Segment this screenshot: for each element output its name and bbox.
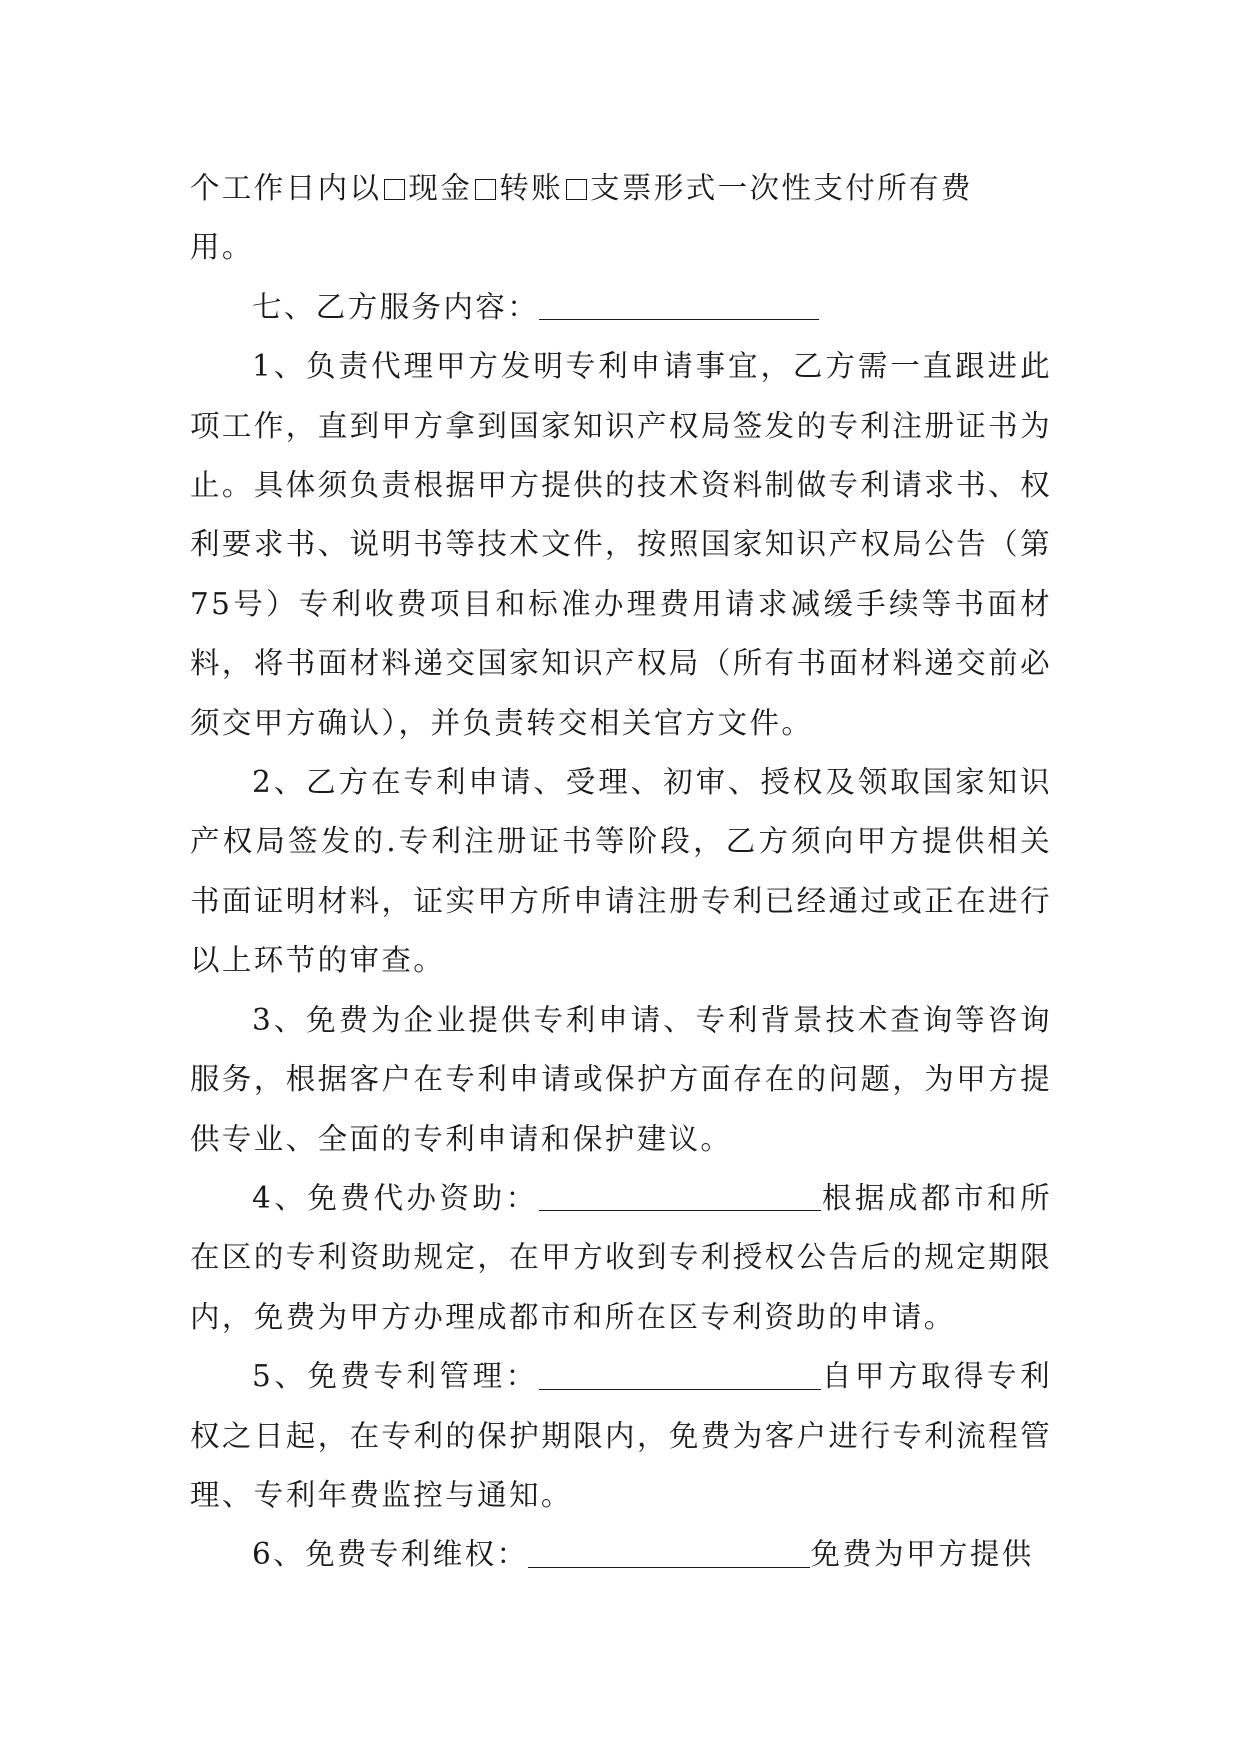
service-item-6-label: 6、免费专利维权： (252, 1537, 529, 1572)
payment-terms-end: 用。 (190, 230, 254, 265)
checkbox-transfer[interactable] (475, 179, 496, 200)
checkbox-cash-label: 现金 (408, 171, 473, 205)
service-item-4-blank-field[interactable] (539, 1179, 821, 1211)
section-7-blank-field[interactable] (539, 288, 819, 320)
document-body (190, 159, 1052, 1585)
service-item-4 (190, 1169, 1052, 1347)
section-7-title: 七、乙方服务内容： (252, 289, 540, 324)
checkbox-cash[interactable] (384, 179, 405, 200)
service-item-4-text: 根据成都市和所在区的专利资助规定，在甲方收到专利授权公告后的规定期限内，免费为甲方办理成都市和所在区专利资助的申请。 (190, 1180, 1052, 1334)
payment-terms-continuation (190, 159, 1052, 218)
service-item-6-blank-field[interactable] (528, 1536, 810, 1568)
service-item-2: 2、乙方在专利申请、受理、初审、授权及领取国家知识产权局签发的.专利注册证书等阶段，乙方须向甲方提供相关书面证明材料，证实甲方所申请注册专利已经通过或正在进行以上环节的审查。 (190, 765, 1052, 978)
service-item-6 (190, 1525, 1052, 1584)
service-item-3: 3、免费为企业提供专利申请、专利背景技术查询等咨询服务，根据客户在专利申请或保护方面存在的问题，为甲方提供专业、全面的专利申请和保护建议。 (190, 1002, 1052, 1156)
section-7-heading (190, 278, 1052, 337)
service-item-5-label: 5、免费专利管理： (252, 1359, 539, 1394)
service-item-4-label: 4、免费代办资助： (252, 1180, 539, 1215)
service-item-5-text: 自甲方取得专利权之日起，在专利的保护期限内，免费为客户进行专利流程管理、专利年费监控与通知。 (190, 1359, 1052, 1512)
checkbox-check-label: 支票形式一次性支付所有费 (590, 171, 973, 205)
payment-terms-text: 个工作日内以 (190, 171, 382, 205)
service-item-1: 1、负责代理甲方发明专利申请事宜，乙方需一直跟进此项工作，直到甲方拿到国家知识产权局签发的专利注册证书为止。具体须负责根据甲方提供的技术资料制做专利请求书、权利要求书、说明书等技术文件，按照国家知识产权局公告（第75号）专利收费项目和标准办理费用请求减缓手续等书面材料，将书面材料递交国家知识产权局（所有书面材料递交前必须交甲方确认），并负责转交相关官方文件。 (190, 349, 1052, 740)
checkbox-transfer-label: 转账 (499, 171, 564, 205)
service-item-5 (190, 1347, 1052, 1525)
service-item-5-blank-field[interactable] (539, 1358, 821, 1390)
checkbox-check[interactable] (566, 179, 587, 200)
service-item-6-text: 免费为甲方提供 (810, 1537, 1034, 1572)
